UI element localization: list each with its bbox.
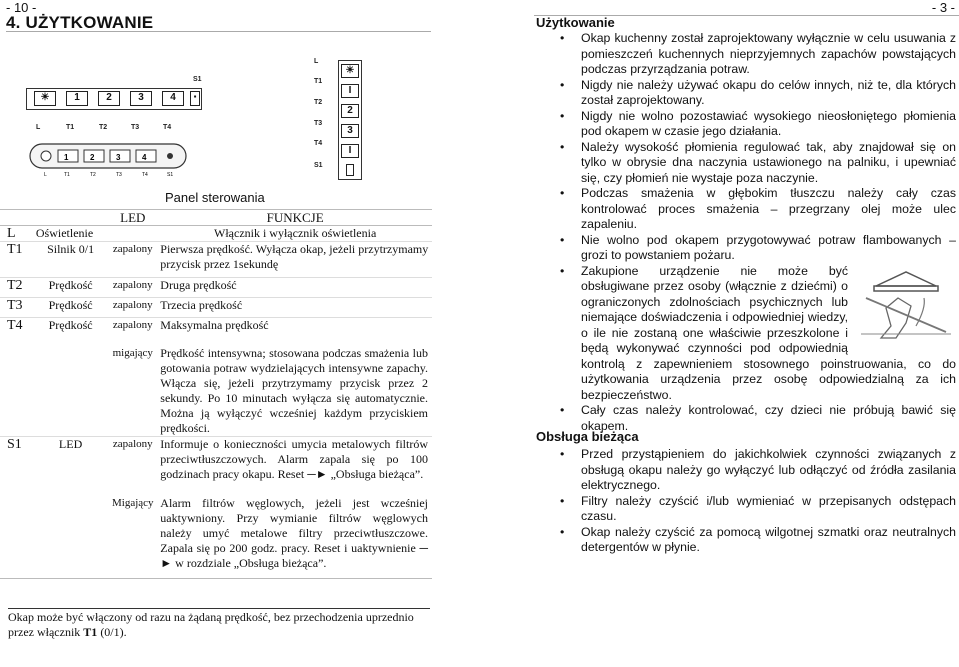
table-row: T2 Prędkość zapalony Druga prędkość (0, 278, 432, 298)
list-item: • Podczas smażenia w głębokim tłuszczu należy cały czas kontrolować proces smażenia – przegrzany olej może ulec zapaleniu. (536, 186, 956, 233)
list-item: • Filtry należy czyścić i/lub wymieniać w przepisanych odstępach czasu. (536, 494, 956, 525)
list-item: • Okap kuchenny został zaprojektowany wyłącznie w celu usuwania z pomieszczeń kuchennych nieprzyjemnych zapachów powstających podczas przyrządzania potraw. (536, 31, 956, 78)
list-item: • Przed przystąpieniem do jakichkolwiek czynności związanych z obsługą okapu należy go wyłączyć lub odłączyć od źródła zasilania elektrycznego. (536, 447, 956, 494)
panel-label-t2: T2 (99, 124, 108, 131)
footnote: Okap może być włączony od razu na żądaną prędkość, bez przechodzenia uprzednio przez włącznik T1 (0/1). (8, 610, 414, 639)
footnote-rule (8, 608, 430, 609)
panel-key-3: 3 (130, 91, 152, 106)
section-title: 4. UŻYTKOWANIE (6, 13, 154, 32)
svg-text:T3: T3 (116, 172, 122, 178)
panel-label-s1: S1 (193, 76, 202, 83)
panel-caption: Panel sterowania (165, 190, 265, 205)
svg-text:T4: T4 (142, 172, 148, 178)
panel-label-t4: T4 (163, 124, 172, 131)
svg-text:T2: T2 (90, 172, 96, 178)
right-page-number: - 3 - (931, 0, 955, 15)
maintenance-list (536, 447, 956, 556)
svg-text:S1: S1 (167, 172, 174, 178)
table-row: T3 Prędkość zapalony Trzecia prędkość (0, 298, 432, 318)
control-panel-vertical: L T1 T2 T3 T4 S1 ☀ I 2 3 I (312, 56, 362, 181)
panel-label-t1: T1 (66, 124, 75, 131)
vpanel-key-light (341, 64, 359, 78)
list-item: • Nie wolno pod okapem przygotowywać potraw flambowanych – grozi to powstaniem pożaru. (536, 233, 956, 264)
table-header (0, 210, 432, 226)
panel-key-2: 2 (98, 91, 120, 106)
table-row: S1 LED zapalony Informuje o konieczności umycia metalowych filtrów przeciwtłuszczowych. Alarm zapala się po 100 godzinach pracy okapu. Reset ─► „Obsługa bieżąca”. (0, 436, 432, 496)
panel-key-light (34, 91, 56, 106)
svg-text:T1: T1 (64, 172, 70, 178)
table-bottom-rule (0, 578, 432, 579)
usage-list (536, 31, 956, 434)
list-item: • Należy wysokość płomienia regulować tak, aby znajdował się on tylko w obrysie dna naczynia ustawionego na palniku, i upewniać się, czy płomień nie wystaje poza naczynie. (536, 140, 956, 187)
svg-text:2: 2 (90, 153, 95, 162)
panel-label-l: L (36, 124, 41, 131)
header-led: LED (107, 210, 158, 226)
vpanel-led (346, 164, 354, 176)
section-heading: Obsługa bieżąca (536, 429, 639, 444)
vpanel-key-1: I (341, 84, 359, 98)
panel-key-4: 4 (162, 91, 184, 106)
usage-section (536, 15, 956, 434)
control-panel-front (26, 88, 202, 110)
vpanel-key-3: 3 (341, 124, 359, 138)
svg-text:L: L (44, 172, 47, 178)
list-item: • Nigdy nie wolno pozostawiać wysokiego nieosłoniętego płomienia pod okapem w czasie jego działania. (536, 109, 956, 140)
maintenance-section (536, 429, 956, 556)
svg-text:3: 3 (116, 153, 121, 162)
light-icon: ☀ (40, 92, 50, 103)
title-rule (6, 31, 431, 32)
table-row: migający Prędkość intensywna; stosowana podczas smażenia lub gotowania potraw wydzielających intensywne zapachy. Włącza się, jeżeli przytrzymamy przycisk przez 2 sekundy. Po 10 minutach wyłącza się automatycznie. Można ją wyłączyć wcześniej każdym przyciskiem prędkości. (112, 345, 428, 435)
list-item: • Zakupione urządzenie nie może być obsługiwane przez osoby (włącznie z dziećmi) o ograniczonych zdolnościach psychicznych lub niemające doświadczenia i odpowiedniej wiedzy, o ile nie zostaną one właściwie przeszkolone i będą wykonywać czynności pod odpowiednią kontrolą z zapewnieniem stosownego poinstruowania, co do użytkowania urządzenia przez osobę odpowiedzialną za ich bezpieczeństwo. (536, 264, 956, 404)
header-functions: FUNKCJE (158, 210, 432, 226)
table-row: T4 Prędkość zapalony Maksymalna prędkość (0, 318, 432, 342)
list-item: • Nigdy nie należy używać okapu do celów innych, niż te, dla których został zaprojektowany. (536, 78, 956, 109)
panel-led-s1: ▪ (190, 91, 200, 106)
table-row: Migający Alarm filtrów węglowych, jeżeli jest wcześniej uaktywniony. Przy wymianie filtrów węglowych należy umyć metalowe filtry przeciwtłuszczowe. Zapala się po 200 godz. pracy. Reset i uaktywnienie ─ ► w rozdziale „Obsługa bieżąca”. (112, 496, 428, 570)
list-item: • Okap należy czyścić za pomocą wilgotnej szmatki oraz neutralnych detergentów w płynie. (536, 525, 956, 556)
table-row: L Oświetlenie Włącznik i wyłącznik oświetlenia (7, 226, 377, 241)
light-icon: ☀ (345, 65, 355, 76)
svg-text:4: 4 (142, 153, 147, 162)
list-item: • Cały czas należy kontrolować, czy dzieci nie próbują bawić się okapem. (536, 403, 956, 434)
panel-label-t3: T3 (131, 124, 140, 131)
control-panel-rounded (28, 138, 188, 180)
vpanel-key-2: 2 (341, 104, 359, 118)
svg-text:1: 1 (64, 153, 69, 162)
no-children-hood-icon (856, 268, 956, 340)
functions-table (0, 209, 432, 571)
vpanel-key-4: I (341, 144, 359, 158)
section-heading: Użytkowanie (536, 15, 615, 30)
table-row: T1 Silnik 0/1 zapalony Pierwsza prędkość. Wyłącza okap, jeżeli przytrzymamy przycisk przez 1sekundę (0, 242, 432, 278)
panel-key-1: 1 (66, 91, 88, 106)
left-page-number: - 10 - (6, 0, 37, 15)
